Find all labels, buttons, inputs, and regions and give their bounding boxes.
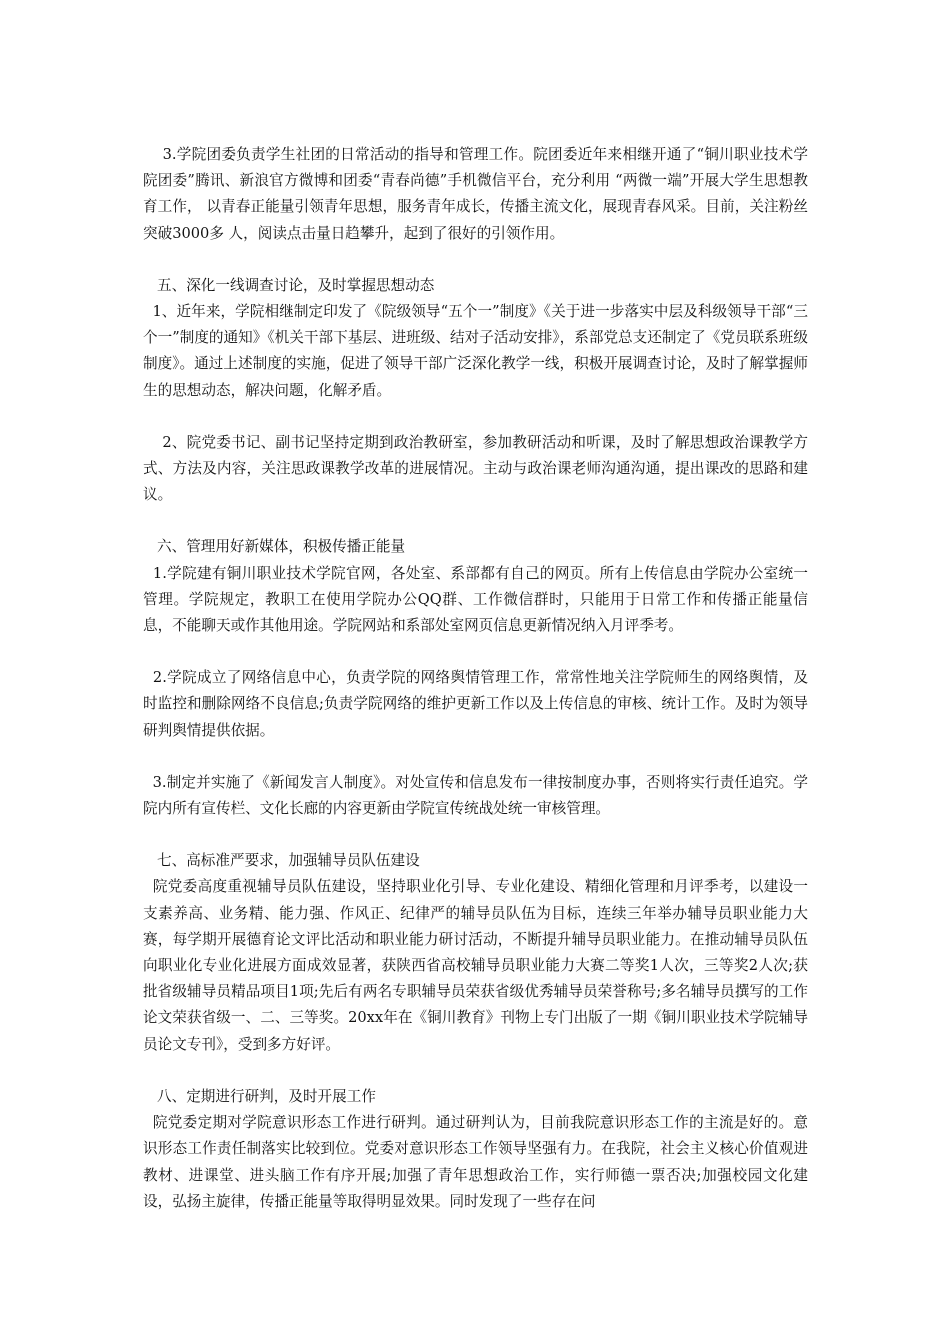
section-heading-6: 六、管理用好新媒体，积极传播正能量: [157, 538, 406, 556]
paragraph-gap: [143, 744, 808, 770]
paragraph-5-1: 1、近年来，学院相继制定印发了《院级领导“五个一”制度》《关于进一步落实中层及科级领导干部“三个一”制度的通知》《机关干部下基层、进班级、结对子活动安排》，系部党总支还制定了《党员联系班级制度》。通过上述制度的实施，促进了领导干部广泛深化教学一线，积极开展调查讨论，及时了解掌握师生的思想动态，解决问题，化解矛盾。: [143, 303, 808, 399]
paragraph-5-2: 2、院党委书记、副书记坚持定期到政治教研室，参加教研活动和听课，及时了解思想政治课教学方式、方法及内容，关注思政课教学改革的进展情况。主动与政治课老师沟通沟通，提出课改的思路和建议。: [143, 433, 808, 504]
paragraph-gap: [143, 639, 808, 665]
section-heading-7: 七、高标准严要求，加强辅导员队伍建设: [157, 852, 420, 870]
paragraph-gap: [143, 247, 808, 273]
paragraph-3-youth-league: 3.学院团委负责学生社团的日常活动的指导和管理工作。院团委近年来相继开通了“铜川职业技术学院团委”腾讯、新浪官方微博和团委“青春尚德”手机微信平台，充分利用 “两微一端”开展大学生思想教育工作， 以青春正能量引领青年思想，服务青年成长，传播主流文化，展现青春风采。目前，关注粉丝突破3000多 人，阅读点击量日趋攀升，起到了很好的引领作用。: [143, 146, 808, 242]
section-heading-8: 八、定期进行研判，及时开展工作: [157, 1087, 376, 1105]
paragraph-6-2: 2.学院成立了网络信息中心，负责学院的网络舆情管理工作，常常性地关注学院师生的网络舆情，及时监控和删除网络不良信息;负责学院网络的维护更新工作以及上传信息的审核、统计工作。及时为领导研判舆情提供依据。: [143, 669, 808, 739]
paragraph-gap: [143, 508, 808, 534]
paragraph-7-1: 院党委高度重视辅导员队伍建设，坚持职业化引导、专业化建设、精细化管理和月评季考，以建设一支素养高、业务精、能力强、作风正、纪律严的辅导员队伍为目标，连续三年举办辅导员职业能力大赛，每学期开展德育论文评比活动和职业能力研讨活动，不断提升辅导员职业能力。在推动辅导员队伍向职业化专业化进展方面成效显著，获陕西省高校辅导员职业能力大赛二等奖1人次，三等奖2人次;获批省级辅导员精品项目1项;先后有两名专职辅导员荣获省级优秀辅导员荣誉称号;多名辅导员撰写的工作论文荣获省级一、二、三等奖。20xx年在《铜川教育》刊物上专门出版了一期《铜川职业技术学院辅导员论文专刊》，受到多方好评。: [143, 878, 808, 1053]
paragraph-6-3: 3.制定并实施了《新闻发言人制度》。对处宣传和信息发布一律按制度办事，否则将实行责任追究。学院内所有宣传栏、文化长廊的内容更新由学院宣传统战处统一审核管理。: [143, 773, 808, 818]
document-page: [143, 142, 808, 1215]
section-heading-5: 五、深化一线调查讨论，及时掌握思想动态: [157, 276, 435, 294]
paragraph-gap: [143, 1058, 808, 1084]
paragraph-8-1: 院党委定期对学院意识形态工作进行研判。通过研判认为，目前我院意识形态工作的主流是好的。意识形态工作责任制落实比较到位。党委对意识形态工作领导坚强有力。在我院，社会主义核心价值观进教材、进课堂、进头脑工作有序开展;加强了青年思想政治工作，实行师德一票否决;加强校园文化建设，弘扬主旋律，传播正能量等取得明显效果。同时发现了一些存在问: [143, 1114, 808, 1210]
paragraph-6-1: 1.学院建有铜川职业技术学院官网，各处室、系部都有自己的网页。所有上传信息由学院办公室统一管理。学院规定，教职工在使用学院办公QQ群、工作微信群时，只能用于日常工作和传播正能量信息，不能聊天或作其他用途。学院网站和系部处室网页信息更新情况纳入月评季考。: [143, 564, 808, 635]
paragraph-gap: [143, 822, 808, 848]
paragraph-gap: [143, 404, 808, 430]
